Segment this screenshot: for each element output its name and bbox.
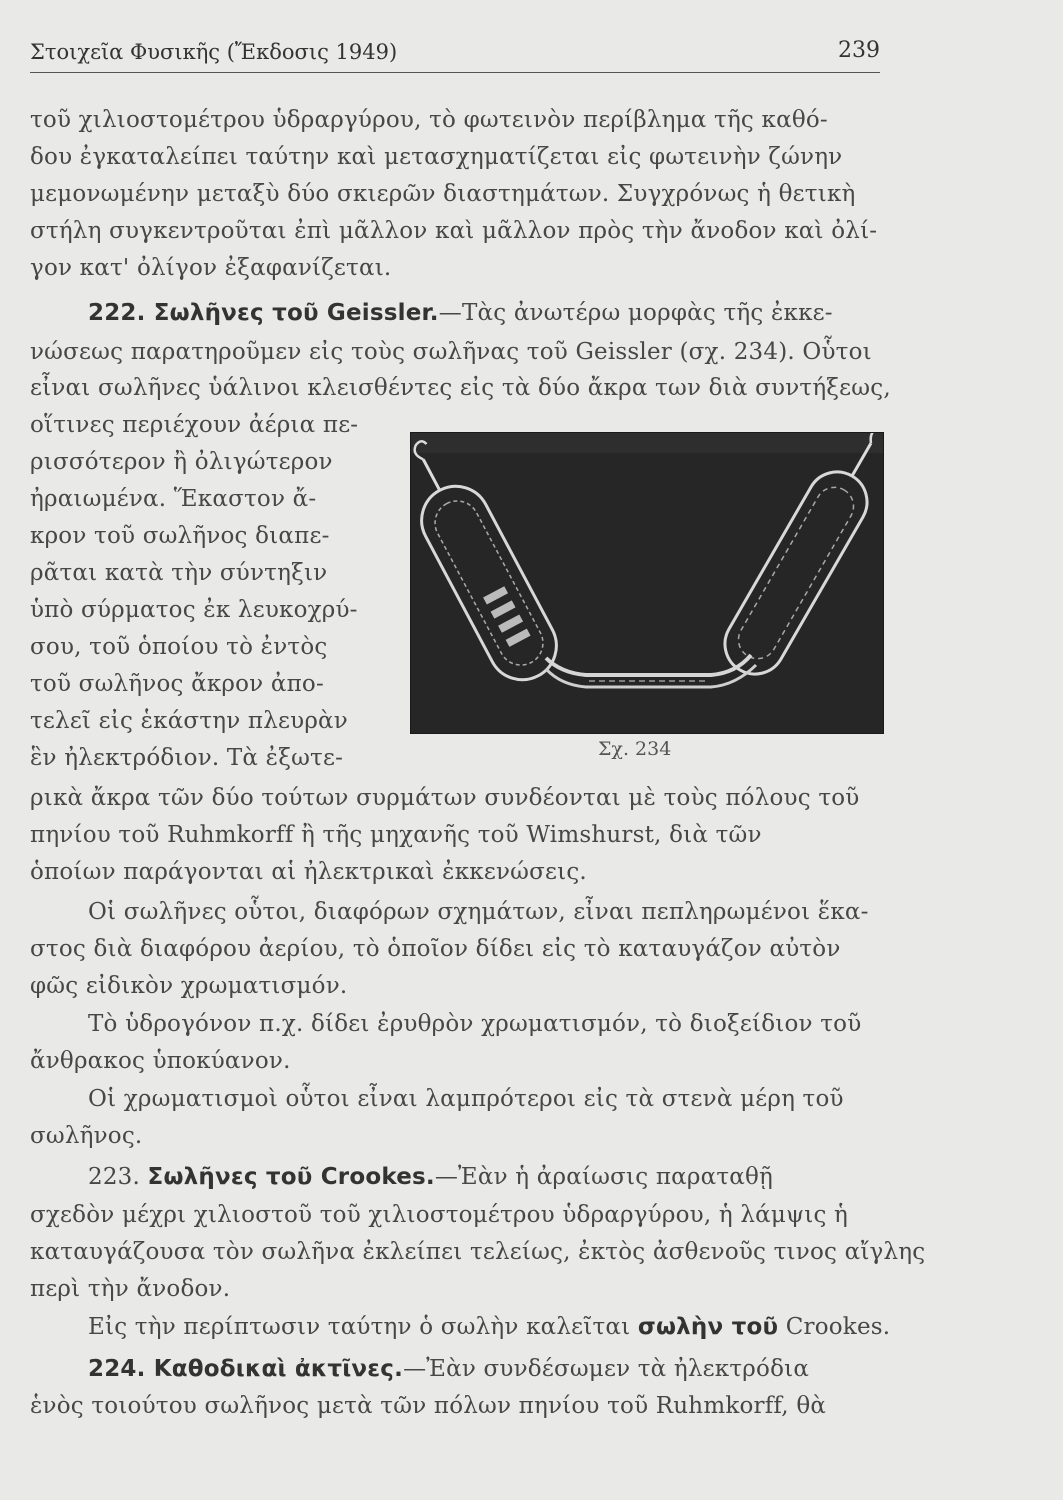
text-line: δου ἐγκαταλείπει ταύτην καὶ μετασχηματίζεται εἰς φωτεινὴν ζώνην xyxy=(30,144,843,170)
section-222-first-line xyxy=(88,297,833,329)
text-line: τελεῖ εἰς ἑκάστην πλευρὰν xyxy=(30,708,348,734)
final-line-start: Εἰς τὴν περίπτωσιν ταύτην ὁ σωλὴν καλεῖται xyxy=(88,1314,638,1340)
text-line: μεμονωμένην μεταξὺ δύο σκιερῶν διαστημάτων. Συγχρόνως ἡ θετικὴ xyxy=(30,181,856,207)
text-line: ρισσότερον ἢ ὀλιγώτερον xyxy=(30,449,333,475)
section-223-first-line xyxy=(88,1161,773,1193)
text-line: ρᾶται κατὰ τὴν σύντηξιν xyxy=(30,560,328,586)
text-line: οἵτινες περιέχουν ἀέρια πε- xyxy=(30,412,359,438)
text-line: ὁποίων παράγονται αἱ ἠλεκτρικαὶ ἐκκενώσεις. xyxy=(30,859,587,885)
page-number: 239 xyxy=(838,38,880,63)
section-223-final-line xyxy=(88,1311,890,1343)
section-223-first-line-rest: —Ἐὰν ἡ ἀραίωσις παραταθῇ xyxy=(434,1164,774,1190)
final-line-bold: σωλὴν τοῦ xyxy=(637,1314,779,1340)
text-line: Οἱ χρωματισμοὶ οὗτοι εἶναι λαμπρότεροι εἰς τὰ στενὰ μέρη τοῦ xyxy=(88,1086,844,1112)
text-line: στήλη συγκεντροῦται ἐπὶ μᾶλλον καὶ μᾶλλον πρὸς τὴν ἄνοδον καὶ ὀλί- xyxy=(30,218,878,244)
text-line: ἓν ἠλεκτρόδιον. Τὰ ἐξωτε- xyxy=(30,745,344,771)
text-line: σχεδὸν μέχρι χιλιοστοῦ τοῦ χιλιοστομέτρου ὑδραργύρου, ἡ λάμψις ἡ xyxy=(30,1202,849,1228)
figure-geissler-tube xyxy=(410,432,884,734)
section-223-heading: Σωλῆνες τοῦ Crookes. xyxy=(147,1164,435,1190)
text-line: σου, τοῦ ὁποίου τὸ ἐντὸς xyxy=(30,634,328,660)
text-line: ὑπὸ σύρματος ἐκ λευκοχρύ- xyxy=(30,597,358,623)
text-line: τοῦ χιλιοστομέτρου ὑδραργύρου, τὸ φωτεινὸν περίβλημα τῆς καθό- xyxy=(30,107,828,133)
section-223-number: 223. xyxy=(88,1164,141,1190)
text-line: περὶ τὴν ἄνοδον. xyxy=(30,1276,231,1302)
text-line: ἠραιωμένα. Ἕκαστον ἄ- xyxy=(30,486,317,512)
section-224-heading: 224. Καθοδικαὶ ἀκτῖνες. xyxy=(88,1356,404,1382)
text-line: ρικὰ ἄκρα τῶν δύο τούτων συρμάτων συνδέονται μὲ τοὺς πόλους τοῦ xyxy=(30,785,860,811)
geissler-tube-icon xyxy=(411,433,883,733)
text-line: ἄνθρακος ὑποκύανον. xyxy=(30,1048,291,1074)
section-224-first-line-rest: —Ἐὰν συνδέσωμεν τὰ ἠλεκτρόδια xyxy=(403,1356,810,1382)
text-line: Τὸ ὑδρογόνον π.χ. δίδει ἐρυθρὸν χρωματισμόν, τὸ διοξείδιον τοῦ xyxy=(88,1011,862,1037)
text-line: ἑνὸς τοιούτου σωλῆνος μετὰ τῶν πόλων πηνίου τοῦ Ruhmkorff, θὰ xyxy=(30,1393,827,1419)
text-line: σωλῆνος. xyxy=(30,1123,143,1149)
section-222-first-line-rest: —Τὰς ἀνωτέρω μορφὰς τῆς ἐκκε- xyxy=(438,300,833,326)
running-header xyxy=(30,38,880,73)
text-line: καταυγάζουσα τὸν σωλῆνα ἐκλείπει τελείως, ἐκτὸς ἀσθενοῦς τινος αἴγλης xyxy=(30,1239,926,1265)
section-224-first-line xyxy=(88,1353,809,1385)
text-line: Οἱ σωλῆνες οὗτοι, διαφόρων σχημάτων, εἶναι πεπληρωμένοι ἕκα- xyxy=(88,899,869,925)
header-title: Στοιχεῖα Φυσικῆς (Ἔκδοσις 1949) xyxy=(30,40,398,64)
text-line: στος διὰ διαφόρου ἀερίου, τὸ ὁποῖον δίδει εἰς τὸ καταυγάζον αὐτὸν xyxy=(30,936,841,962)
section-222-heading: 222. Σωλῆνες τοῦ Geissler. xyxy=(88,300,439,326)
text-line: πηνίου τοῦ Ruhmkorff ἢ τῆς μηχανῆς τοῦ Wimshurst, διὰ τῶν xyxy=(30,822,762,848)
final-line-end: Crookes. xyxy=(778,1314,891,1340)
text-line: τοῦ σωλῆνος ἄκρον ἀπο- xyxy=(30,671,324,697)
text-line: κρον τοῦ σωλῆνος διαπε- xyxy=(30,523,330,549)
text-line: εἶναι σωλῆνες ὑάλινοι κλεισθέντες εἰς τὰ δύο ἄκρα των διὰ συντήξεως, xyxy=(30,375,891,401)
text-line: νώσεως παρατηροῦμεν εἰς τοὺς σωλῆνας τοῦ Geissler (σχ. 234). Οὗτοι xyxy=(30,339,872,365)
text-line: φῶς εἰδικὸν χρωματισμόν. xyxy=(30,973,348,999)
figure-caption: Σχ. 234 xyxy=(598,738,672,760)
text-line: γον κατ' ὀλίγον ἐξαφανίζεται. xyxy=(30,255,392,281)
